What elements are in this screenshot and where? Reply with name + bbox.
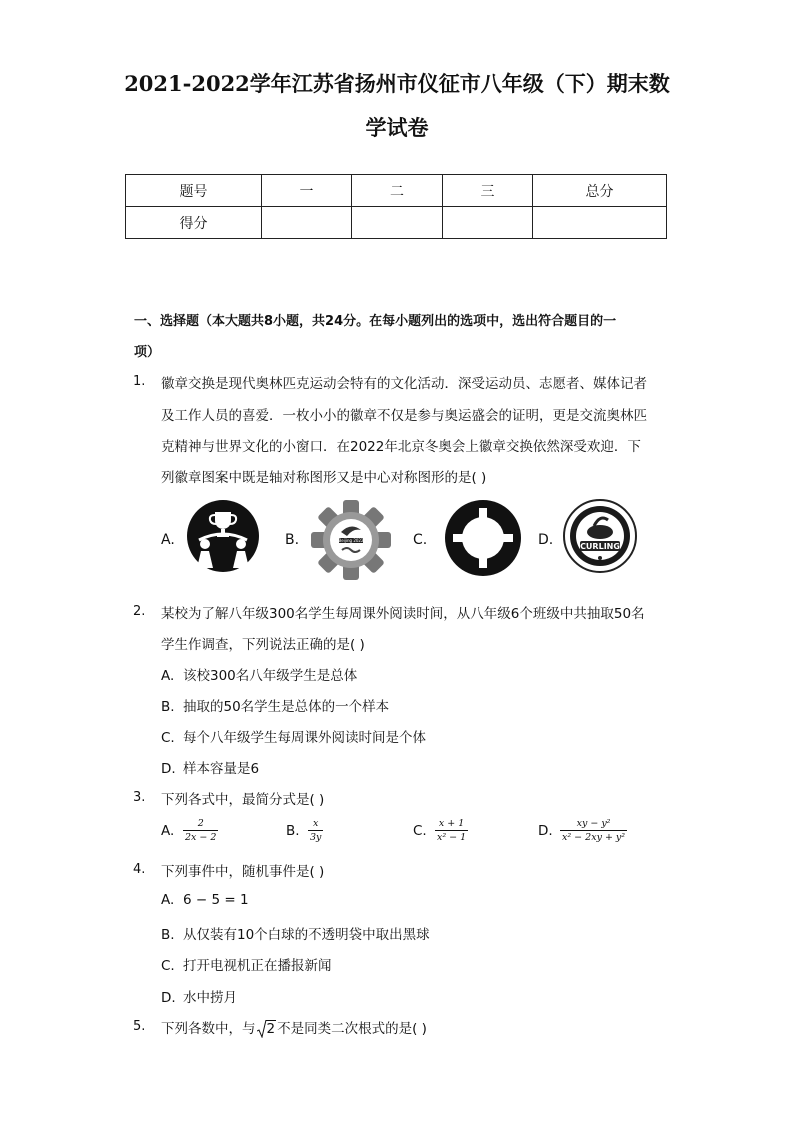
option-label: A. <box>161 532 175 548</box>
fraction-denominator: 2x − 2 <box>185 832 217 843</box>
option-b <box>161 923 430 943</box>
score-cell: 题号 <box>126 175 262 207</box>
question-text-line: 学生作调查，下列说法正确的是( ) <box>161 637 365 653</box>
question-text-line: 克精神与世界文化的小窗口．在2022年北京冬奥会上徽章交换依然深受欢迎．下 <box>161 439 641 455</box>
option-text: 水中捞月 <box>183 990 237 1006</box>
fraction-denominator: x² − 1 <box>437 832 467 843</box>
section-heading-line2: 项） <box>134 345 161 360</box>
option-b <box>161 695 389 715</box>
question-text-line: 列徽章图案中既是轴对称图形又是中心对称图形的是( ) <box>161 470 487 486</box>
question-text-post: 不是同类二次根式的是( ) <box>277 1021 427 1037</box>
option-d <box>161 986 237 1006</box>
option-text: 该校300名八年级学生是总体 <box>183 668 358 684</box>
fraction-numerator: x <box>313 818 319 829</box>
question-number: 2. <box>133 604 146 619</box>
fraction <box>308 818 323 843</box>
question-text-line: 某校为了解八年级300名学生每周课外阅读时间，从八年级6个班级中共抽取50名 <box>161 606 645 622</box>
option-text: 每个八年级学生每周课外阅读时间是个体 <box>183 730 426 746</box>
option-label: C. <box>413 532 428 548</box>
curling-badge-icon <box>562 498 638 574</box>
option-label: D. <box>161 990 176 1006</box>
trophy-badge-icon <box>185 498 261 574</box>
option-label: D. <box>161 761 176 777</box>
option-b <box>286 818 323 843</box>
fraction <box>183 818 218 843</box>
question-number: 4. <box>133 862 146 877</box>
score-cell: 得分 <box>126 207 262 239</box>
option-label: C. <box>161 730 175 746</box>
lifebuoy-badge-icon <box>443 498 523 578</box>
option-label: A. <box>161 668 175 684</box>
section-heading-line1: 一、选择题（本大题共8小题，共24分。在每小题列出的选项中，选出符合题目的一 <box>134 314 617 329</box>
option-label: B. <box>161 699 175 715</box>
sqrt-expression <box>257 1021 277 1037</box>
option-text: 样本容量是6 <box>183 761 260 777</box>
option-label: B. <box>286 822 300 839</box>
option-text: 打开电视机正在播报新闻 <box>183 958 332 974</box>
question-number: 5. <box>133 1019 146 1034</box>
option-label: A. <box>161 892 175 908</box>
score-cell: 总分 <box>533 175 667 207</box>
option-c <box>161 954 332 974</box>
score-table <box>125 174 667 239</box>
option-text: 6 − 5 = 1 <box>183 892 249 908</box>
paralympic-badge-icon <box>309 498 393 582</box>
question-text-line <box>161 1017 427 1037</box>
score-cell: 二 <box>352 175 443 207</box>
exam-title-line1: 2021-2022学年江苏省扬州市仪征市八年级（下）期末数 <box>124 71 670 96</box>
option-label: D. <box>538 822 553 839</box>
fraction-denominator: x² − 2xy + y² <box>562 832 626 843</box>
score-cell <box>262 207 352 239</box>
question-text-line: 下列各式中，最简分式是( ) <box>161 792 325 808</box>
question-text-pre: 下列各数中，与 <box>161 1021 256 1037</box>
fraction-numerator: 2 <box>197 818 204 829</box>
option-label: D. <box>538 532 554 548</box>
question-number: 1. <box>133 374 146 389</box>
option-c <box>413 818 468 843</box>
score-table-header-row <box>126 175 667 207</box>
exam-title-line2: 学试卷 <box>365 115 429 140</box>
option-d <box>161 757 259 777</box>
score-cell <box>533 207 667 239</box>
option-d <box>538 818 627 843</box>
fraction <box>560 818 627 843</box>
question-text-line: 徽章交换是现代奥林匹克运动会特有的文化活动．深受运动员、志愿者、媒体记者 <box>161 376 647 392</box>
option-a <box>161 818 218 843</box>
fraction-denominator: 3y <box>310 832 322 843</box>
option-label: A. <box>161 822 175 839</box>
question-text-line: 及工作人员的喜爱．一枚小小的徽章不仅是参与奥运盛会的证明，更是交流奥林匹 <box>161 408 647 424</box>
option-label: B. <box>285 532 300 548</box>
option-label: B. <box>161 927 175 943</box>
fraction <box>435 818 468 843</box>
score-cell: 三 <box>443 175 533 207</box>
badge-text: CURLING <box>580 542 620 551</box>
option-a <box>161 892 249 908</box>
score-cell <box>352 207 443 239</box>
option-a <box>161 664 357 684</box>
score-cell: 一 <box>262 175 352 207</box>
option-label: C. <box>161 958 175 974</box>
sqrt-radicand: 2 <box>266 1021 276 1037</box>
fraction-numerator: x + 1 <box>438 818 465 829</box>
option-c <box>161 726 426 746</box>
sqrt-sign-icon <box>257 1020 267 1038</box>
option-text: 抽取的50名学生是总体的一个样本 <box>183 699 390 715</box>
fraction-numerator: xy − y² <box>576 818 611 829</box>
score-table-score-row <box>126 207 667 239</box>
question-number: 3. <box>133 790 146 805</box>
question-text-line: 下列事件中，随机事件是( ) <box>161 864 325 880</box>
option-text: 从仅装有10个白球的不透明袋中取出黑球 <box>183 927 430 943</box>
badge-text: Beijing 2022 <box>338 538 364 543</box>
score-cell <box>443 207 533 239</box>
option-label: C. <box>413 822 427 839</box>
